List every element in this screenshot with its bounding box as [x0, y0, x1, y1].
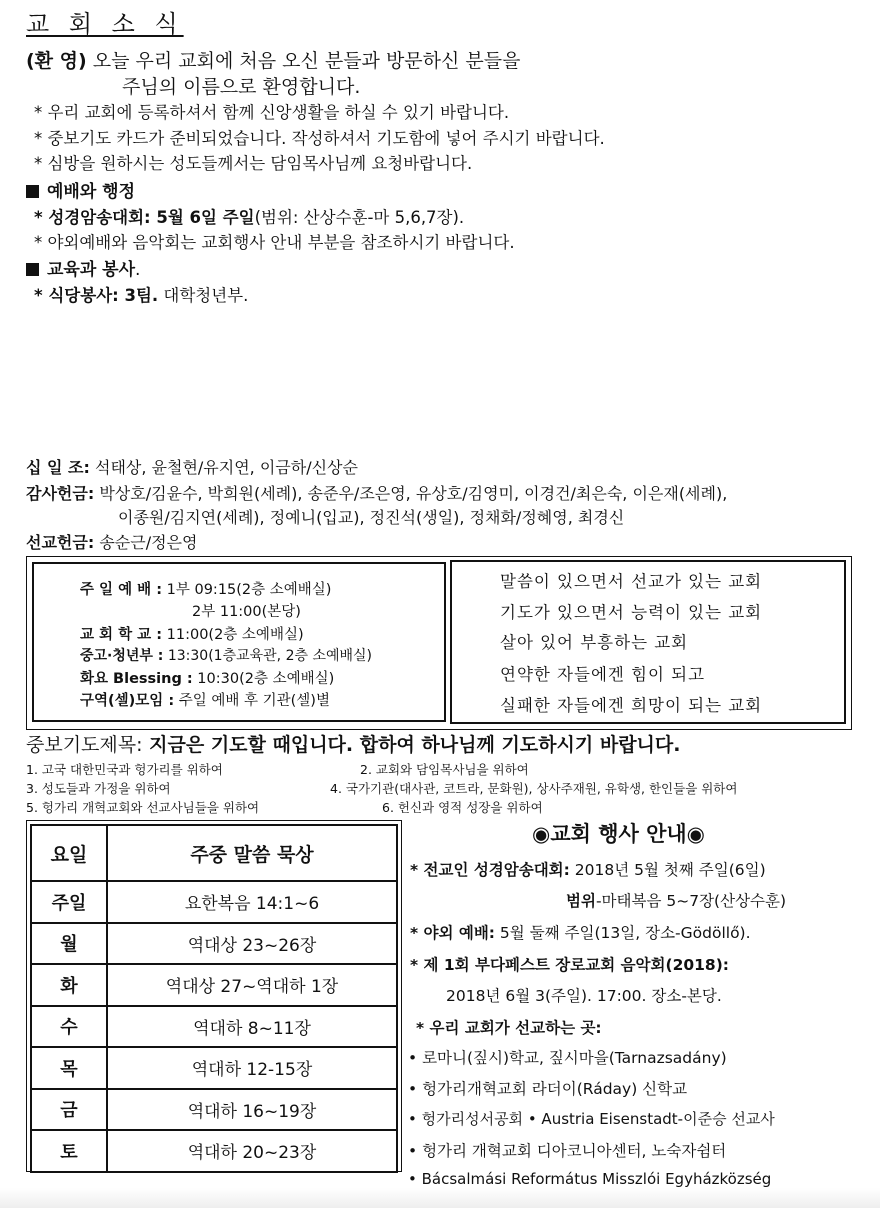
- event-rest: 2018년 5월 첫째 주일(6일): [569, 861, 766, 879]
- table-row: [31, 923, 397, 965]
- worship-item-1-rest: (범위: 산상수훈-마 5,6,7장).: [254, 208, 465, 227]
- schedule-label: 중고·청년부 :: [80, 648, 164, 664]
- motto-line: 말씀이 있으면서 선교가 있는 교회: [500, 572, 763, 591]
- worship-schedule-box: [32, 562, 446, 722]
- schedule-school: [80, 623, 304, 644]
- prayer-item: 5. 헝가리 개혁교회와 선교사님들을 위하여: [26, 800, 260, 815]
- day-cell: 화: [31, 964, 107, 1006]
- header-day: 요일: [31, 825, 107, 881]
- prayer-item: 1. 고국 대한민국과 헝가리를 위하여: [26, 762, 223, 777]
- prayer-item: 4. 국가기관(대사관, 코트라, 문화원), 상사주재원, 유학생, 한인들을 위하여: [330, 781, 738, 796]
- reading-cell: 역대상 23~26장: [107, 923, 397, 965]
- day-cell: 수: [31, 1006, 107, 1048]
- square-bullet-icon: [26, 263, 39, 276]
- events-heading: ◉교회 행사 안내◉: [532, 822, 705, 846]
- prayer-item: 6. 헌신과 영적 성장을 위하여: [382, 800, 543, 815]
- welcome-text-2: 주님의 이름으로 환영합니다.: [122, 76, 361, 98]
- table-header-row: [31, 825, 397, 881]
- mission-place: • 헝가리개혁교회 라더이(Ráday) 신학교: [408, 1080, 688, 1098]
- table-row: [31, 964, 397, 1006]
- prayer-title: 지금은 기도할 때입니다. 합하여 하나님께 기도하시기 바랍니다.: [142, 734, 681, 756]
- event-item-3b: 2018년 6월 3(주일). 17:00. 장소-본당.: [446, 987, 722, 1005]
- mission-place: • 로마니(짚시)학교, 짚시마을(Tarnazsadány): [408, 1049, 727, 1067]
- table-row: [31, 881, 397, 923]
- worship-item-2: * 야외예배와 음악회는 교회행사 안내 부분을 참조하시기 바랍니다.: [34, 233, 515, 252]
- day-cell: 월: [31, 923, 107, 965]
- schedule-tuesday: [80, 667, 334, 688]
- day-cell: 토: [31, 1130, 107, 1172]
- notice-item: * 우리 교회에 등록하셔서 함께 신앙생활을 하실 수 있기 바랍니다.: [34, 103, 510, 122]
- schedule-time: 1부 09:15(2층 소예배실): [162, 582, 332, 598]
- section-heading-suffix: .: [135, 260, 141, 280]
- schedule-label: 주 일 예 배 :: [80, 582, 163, 598]
- tithe-label: 십 일 조:: [26, 458, 90, 477]
- day-cell: 금: [31, 1089, 107, 1131]
- prayer-item: 3. 성도들과 가정을 위하여: [26, 781, 171, 796]
- reading-cell: 역대하 20~23장: [107, 1130, 397, 1172]
- header-text: 주중 말씀 묵상: [107, 825, 397, 881]
- event-rest: -마태복음 5~7장(산상수훈): [595, 892, 787, 910]
- table-row: [31, 1047, 397, 1089]
- square-bullet-icon: [26, 185, 39, 198]
- education-item: [34, 282, 248, 306]
- event-item-2: [410, 921, 751, 943]
- tithe-names: 석태상, 윤철현/유지연, 이금하/신상순: [89, 458, 358, 477]
- motto-line: 연약한 자들에겐 힘이 되고: [500, 665, 706, 684]
- event-item-1b: [566, 889, 786, 911]
- page-title: 교 회 소 식: [26, 10, 184, 38]
- section-heading-education: [26, 255, 140, 280]
- day-cell: 목: [31, 1047, 107, 1089]
- section-heading-text: 교육과 봉사: [47, 260, 136, 280]
- tithe-line: [26, 455, 358, 478]
- mission-offering-names: 송순근/정은영: [94, 533, 198, 552]
- welcome-text-1: 오늘 우리 교회에 처음 오신 분들과 방문하신 분들을: [92, 50, 521, 72]
- education-item-bold: * 식당봉사: 3팀.: [34, 286, 159, 305]
- table-row: [31, 1130, 397, 1172]
- schedule-sunday-2: 2부 11:00(본당): [192, 604, 301, 620]
- motto-line: 살아 있어 부흥하는 교회: [500, 633, 689, 652]
- prayer-label: 중보기도제목:: [26, 734, 143, 756]
- section-heading-worship: [26, 177, 135, 202]
- mission-place: • 헝가리 개혁교회 디아코니아센터, 노숙자쉼터: [408, 1142, 727, 1160]
- reading-cell: 요한복음 14:1~6: [107, 881, 397, 923]
- schedule-label: 구역(셀)모임 :: [80, 693, 175, 709]
- schedule-cell: [80, 689, 330, 710]
- event-item-1: [410, 858, 766, 880]
- education-item-rest: 대학청년부.: [158, 286, 249, 305]
- motto-line: 기도가 있으면서 능력이 있는 교회: [500, 603, 763, 622]
- mission-offering-label: 선교헌금:: [26, 533, 95, 552]
- schedule-sunday: [80, 578, 331, 599]
- welcome-line-1: [26, 46, 520, 73]
- page-bottom-shade: [0, 1188, 880, 1208]
- schedule-youth: [80, 645, 372, 665]
- reading-cell: 역대상 27~역대하 1장: [107, 964, 397, 1006]
- thanks-label: 감사헌금:: [26, 484, 95, 503]
- prayer-heading: [26, 730, 680, 757]
- mission-place: • 헝가리성서공회 • Austria Eisenstadt-이준승 선교사: [408, 1110, 775, 1128]
- reading-cell: 역대하 8~11장: [107, 1006, 397, 1048]
- thanks-line-1: [26, 481, 727, 504]
- event-bold: * 야외 예배:: [410, 924, 495, 942]
- table-row: [31, 1006, 397, 1048]
- worship-item-1: [34, 204, 464, 228]
- event-item-4: * 우리 교회가 선교하는 곳:: [416, 1019, 602, 1037]
- notice-item: * 심방을 원하시는 성도들께서는 담임목사님께 요청바랍니다.: [34, 154, 473, 173]
- schedule-time: 주일 예배 후 기관(셀)별: [174, 693, 330, 709]
- church-motto-box: [450, 560, 846, 724]
- table-row: [31, 1089, 397, 1131]
- schedule-time: 13:30(1층교육관, 2층 소예배실): [163, 648, 373, 664]
- event-bold: 범위: [566, 892, 596, 910]
- devotion-table: [30, 824, 398, 1173]
- mission-place: • Bácsalmási Református Misszlói Egyházközség: [408, 1170, 772, 1188]
- event-rest: 5월 둘째 주일(13일, 장소-Gödöllő).: [495, 924, 751, 942]
- prayer-item: 2. 교회와 담임목사님을 위하여: [360, 762, 529, 777]
- event-item-3: * 제 1회 부다페스트 장로교회 음악회(2018):: [410, 956, 730, 974]
- reading-cell: 역대하 16~19장: [107, 1089, 397, 1131]
- mission-offering-line: [26, 530, 197, 553]
- reading-cell: 역대하 12-15장: [107, 1047, 397, 1089]
- schedule-label: 화요 Blessing :: [80, 671, 193, 687]
- schedule-time: 10:30(2층 소예배실): [192, 671, 335, 687]
- welcome-label: (환 영): [26, 50, 87, 72]
- worship-item-1-bold: * 성경암송대회: 5월 6일 주일: [34, 208, 255, 227]
- thanks-names-1: 박상호/김윤수, 박희원(세례), 송준우/조은영, 유상호/김영미, 이경건/최은숙, 이은재(세례),: [94, 484, 728, 503]
- schedule-time: 11:00(2층 소예배실): [162, 627, 304, 643]
- notice-item: * 중보기도 카드가 준비되었습니다. 작성하셔서 기도함에 넣어 주시기 바랍니다.: [34, 129, 605, 148]
- motto-line: 실패한 자들에겐 희망이 되는 교회: [500, 696, 763, 715]
- section-heading-text: 예배와 행정: [47, 182, 136, 202]
- schedule-label: 교 회 학 교 :: [80, 627, 163, 643]
- day-cell: 주일: [31, 881, 107, 923]
- thanks-names-2: 이종원/김지연(세례), 정예니(입교), 정진석(생일), 정채화/정혜영, 최경신: [118, 508, 625, 527]
- event-bold: * 전교인 성경암송대회:: [410, 861, 570, 879]
